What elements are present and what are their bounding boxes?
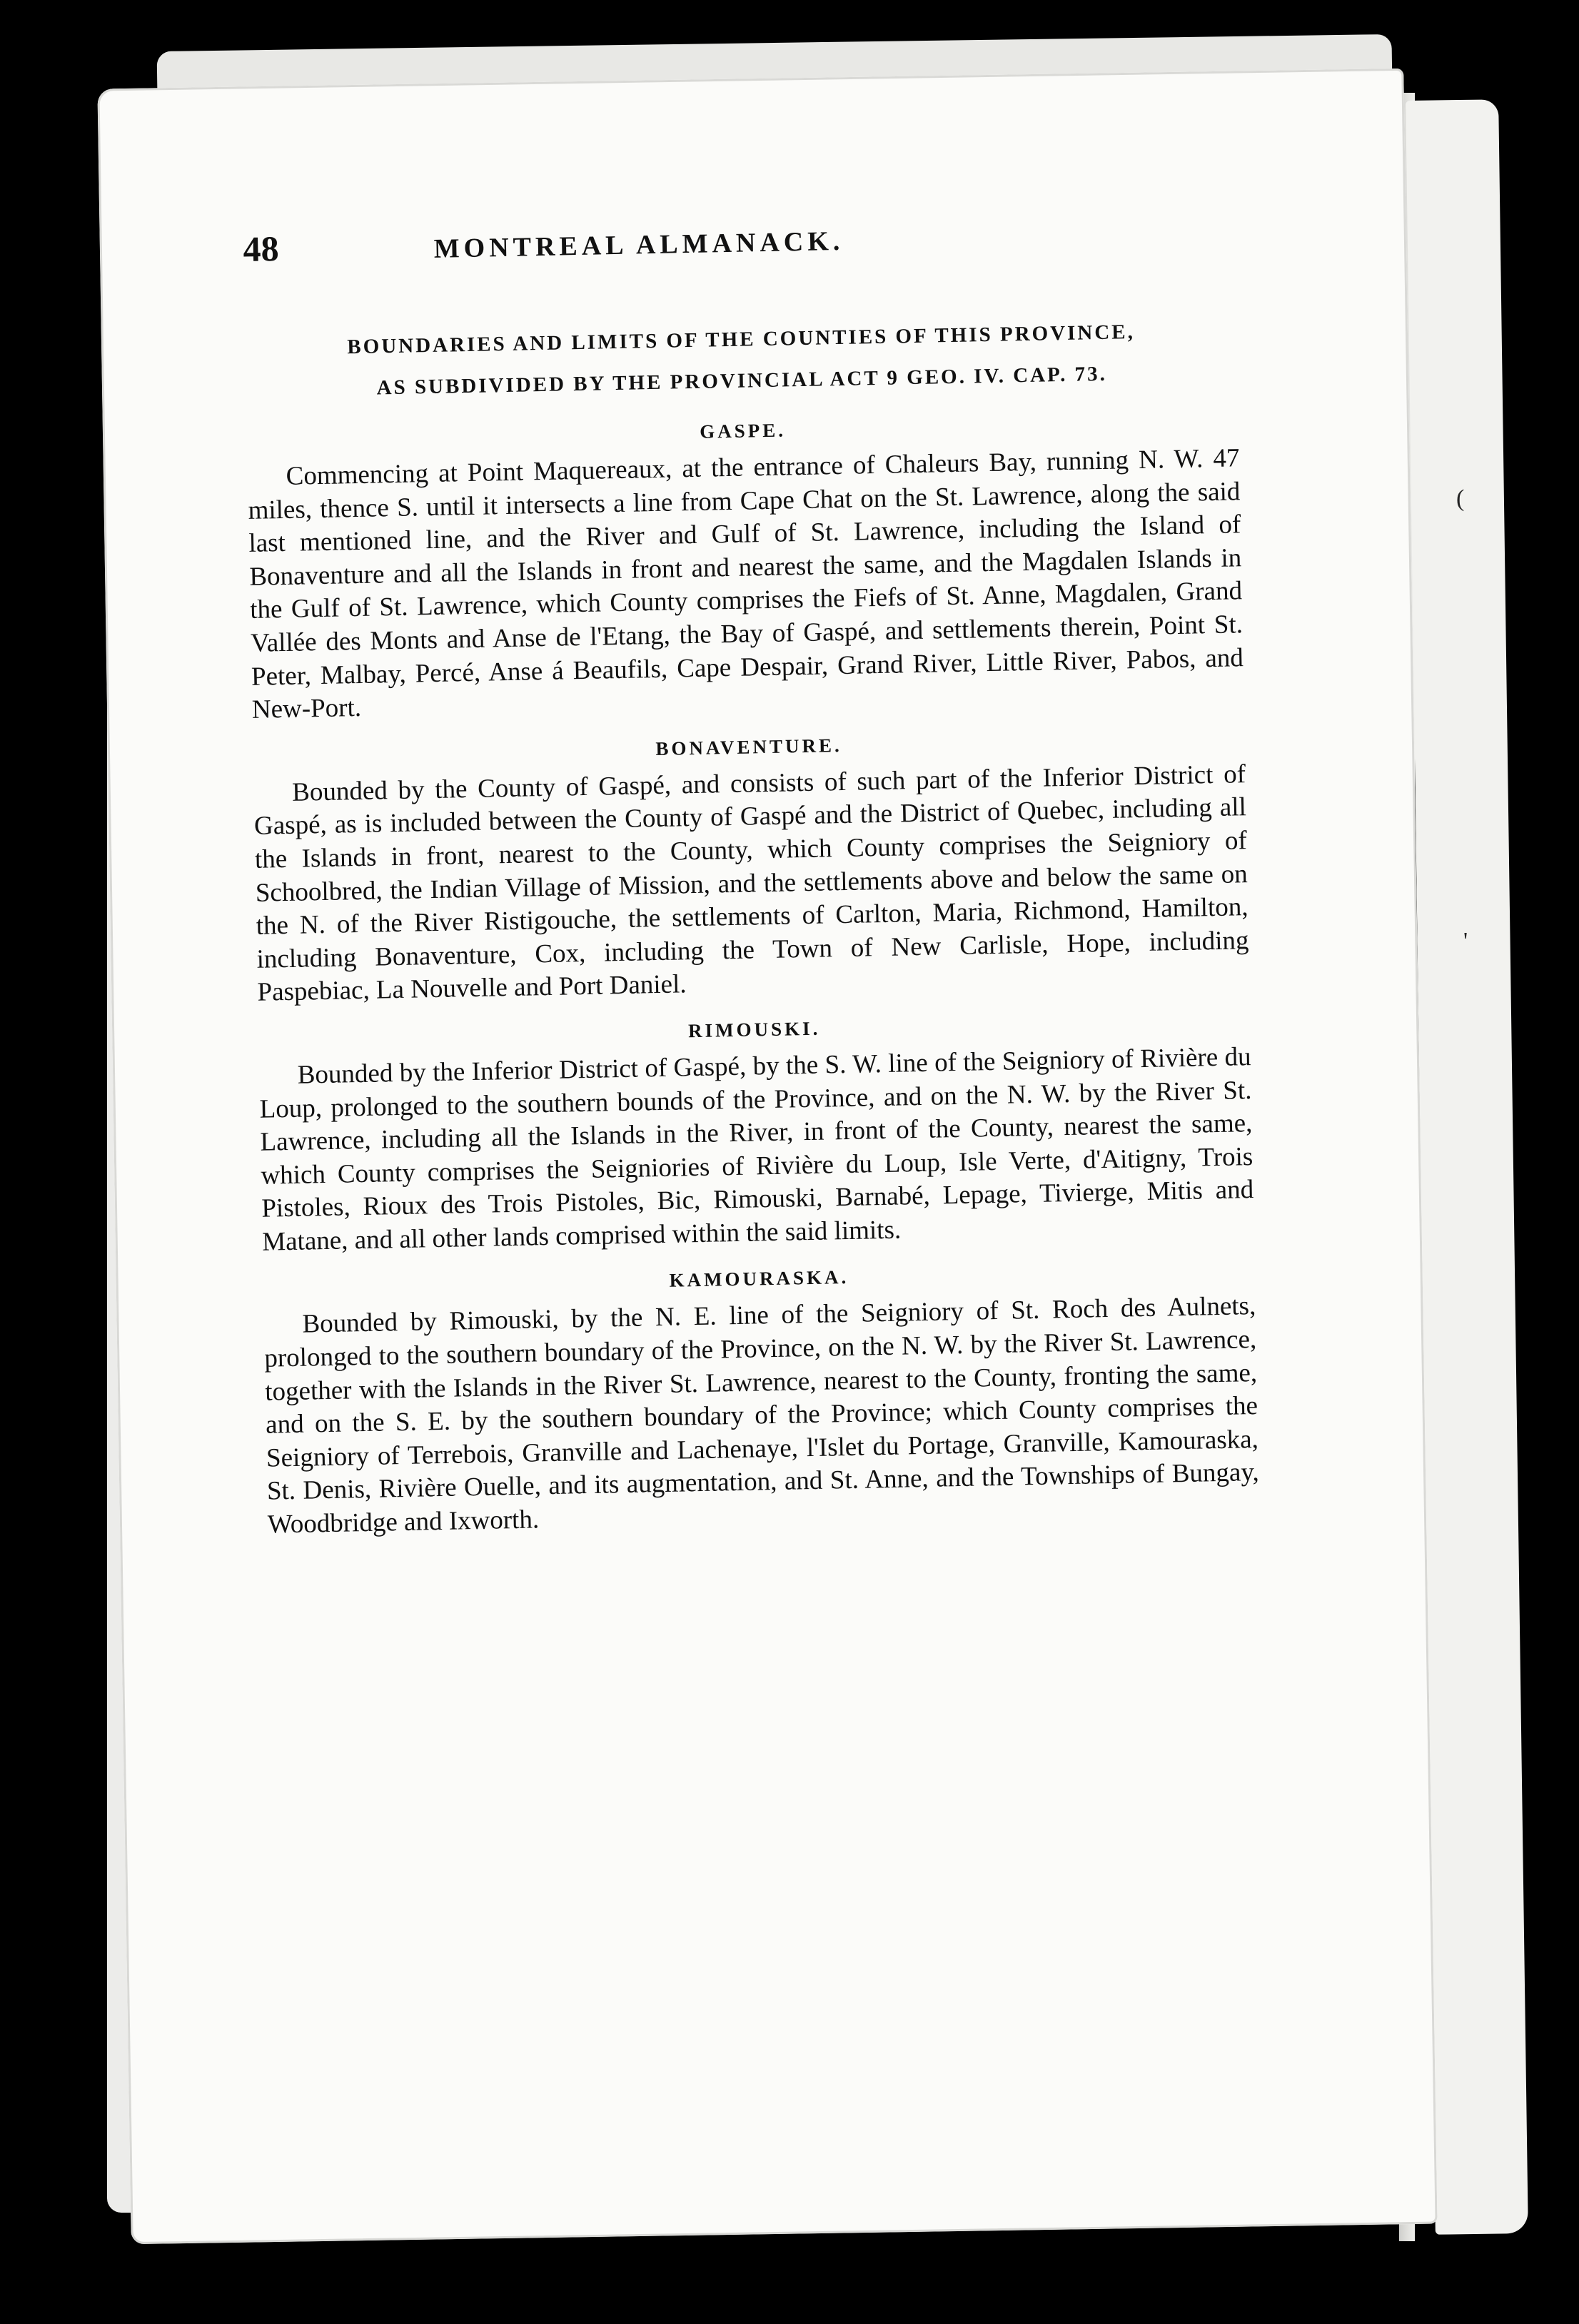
section-kamouraska: [263, 1253, 1260, 1542]
facing-page-mark: (: [1456, 485, 1465, 512]
section-text: Commencing at Point Maquereaux, at the entrance of Chaleurs Bay, running N. W. 47 miles, thence S. until it intersects a line from Cape Chat on the St. Lawrence, along the said last mentioned line, and the River and Gulf of St. Lawrence, including the Island of Bonaventure and all the Islands in front and nearest the same, and the Magdalen Islands in the Gulf of St. Lawrence, which County comprises the Fiefs of St. Anne, Magdalen, Grand Vallée des Monts and Anse de l'Etang, the Bay of Gaspé, and settlements therein, Point St. Peter, Malbay, Percé, Anse á Beaufils, Cape Despair, Grand River, Little River, Pabos, and New-Port.: [248, 443, 1244, 725]
chapter-heading-line-1: BOUNDARIES AND LIMITS OF THE COUNTIES OF THIS PROVINCE,: [347, 320, 1136, 359]
section-bonaventure: [253, 721, 1250, 1010]
section-rimouski: [258, 1004, 1254, 1259]
facing-page-mark: ': [1463, 928, 1468, 954]
section-text: Bounded by Rimouski, by the N. E. line of the Seigniory of St. Roch des Aulnets, prolonged to the southern boundary of the Province, on the N. W. by the River St. Lawrence, together with the Islands in the River St. Lawrence, nearest to the County, fronting the same, and on the S. E. by the southern boundary of the Province; which County comprises the Seigniory of Terrebois, Granville and Lachenaye, l'Islet du Portage, Granville, Kamouraska, St. Denis, Rivière Ouelle, and its augmentation, and St. Anne, and the Townships of Bungay, Woodbridge and Ixworth.: [264, 1291, 1260, 1540]
page-content: [243, 209, 1260, 1542]
section-title: BONAVENTURE.: [655, 734, 842, 759]
running-title: MONTREAL ALMANACK.: [433, 226, 844, 264]
page-number: 48: [243, 228, 280, 269]
section-title: KAMOURASKA.: [669, 1266, 849, 1292]
section-title: RIMOUSKI.: [687, 1017, 821, 1042]
section-title: GASPE.: [699, 419, 787, 443]
section-text: Bounded by the County of Gaspé, and consists of such part of the Inferior District of Gaspé, as is included between the County of Gaspé and the District of Quebec, including all the Islands in front, nearest to the County, which County comprises the Seigniory of Schoolbred, the Indian Village of Mission, and the settlements above and below the same on the N. of the River Ristigouche, the settlements of Carlton, Maria, Richmond, Hamilton, including Bonaventure, Cox, including the Town of New Carlisle, Hope, including Paspebiac, La Nouvelle and Port Daniel.: [253, 759, 1249, 1008]
chapter-heading: [245, 309, 1239, 411]
chapter-heading-line-2: AS SUBDIVIDED BY THE PROVINCIAL ACT 9 GEO. IV. CAP. 73.: [376, 362, 1108, 400]
section-text: Bounded by the Inferior District of Gaspé, by the S. W. line of the Seigniory of Rivière du Loup, prolonged to the southern bounds of the Province, and on the N. W. by the River St. Lawrence, including all the Islands in the River, in front of the County, nearest the same, which County comprises the Seigniories of Rivière du Loup, Isle Verte, d'Aitigny, Trois Pistoles, Rioux des Trois Pistoles, Bic, Rimouski, Barnabé, Lepage, Tivierge, Mitis and Matane, and all other lands comprised within the said limits.: [259, 1042, 1254, 1257]
section-gaspe: [246, 405, 1244, 727]
